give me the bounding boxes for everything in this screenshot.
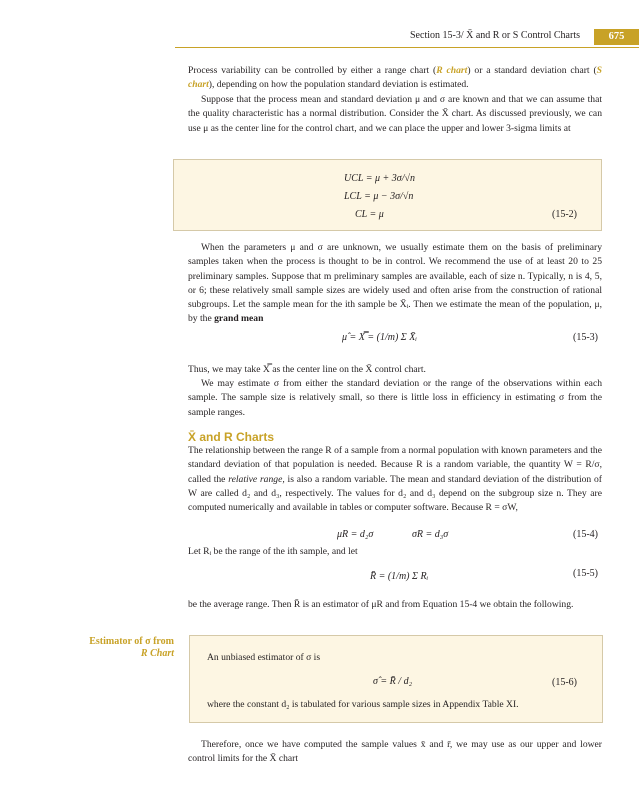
- equation-number-15-6: (15-6): [552, 677, 577, 688]
- page-number: 675: [594, 29, 639, 45]
- average-range-equation: R̄ = (1/m) Σ Rᵢ: [370, 571, 429, 582]
- paragraph-center-line: Thus, we may take X̿ as the center line on the X̄ control chart.: [188, 364, 426, 375]
- equation-number-15-5: (15-5): [573, 568, 598, 579]
- section-heading: X̄ and R Charts: [188, 430, 275, 444]
- estimator-box: [189, 635, 603, 723]
- sidebar-note: [40, 636, 174, 660]
- paragraph-average-range: be the average range. Then R̄ is an estimator of μR and from Equation 15-4 we obtain the following.: [188, 599, 574, 610]
- paragraph-unknown-params: When the parameters μ and σ are unknown, we usually estimate them on the basis of preliminary samples taken when the process is thought to be in control. We recommend the use of at least 20 to 25 preliminary samples. Suppose that m preliminary samples are available, each of size n. Typically, n is 4, 5, or 6; these relatively small sample sizes are widely used and often arise from the construction of rational subgroups. Let the sample mean for the ith sample be X̄ᵢ. Then we estimate the mean of the population, μ, by the grand mean: [188, 242, 602, 325]
- paragraph-estimate-sigma: We may estimate σ from either the standard deviation or the range of the observations within each sample. The sample size is relatively small, so there is little loss in efficiency in estimating σ from the sample ranges.: [188, 378, 602, 418]
- equation-number-15-3: (15-3): [573, 332, 598, 343]
- r-chart-term: R chart: [436, 65, 468, 76]
- mu-r-equation: μR = d₂σ: [337, 529, 374, 540]
- running-header: [410, 30, 580, 41]
- paragraph-control-limits: Therefore, once we have computed the sample values x̄ and r̄, we may use as our upper and lower control limits for the X̄ chart: [188, 739, 602, 765]
- paragraph-relative-range: The relationship between the range R of a sample from a normal population with known parameters and the standard deviation of that population is needed. Because R is a random variable, the quantity W = R/σ, called the relative range, is also a random variable. The mean and standard deviation of the distribution of W are called d₂ and d₃, respectively. The values for d₂ and d₃ depend on the subgroup size n. They are computed numerically and available in tables or computer software. Because R = σW,: [188, 445, 603, 514]
- relative-range-term: relative range,: [228, 473, 285, 485]
- sigma-r-equation: σR = d₃σ: [412, 529, 449, 540]
- paragraph-known-params: Suppose that the process mean and standard deviation μ and σ are known and that we can assume that the quality characteristic has a normal distribution. Consider the X̄ chart. As discussed previously, we can use μ as the center line for the control chart, and we can place the upper and lower 3-sigma limits at: [188, 94, 602, 134]
- paragraph-range-chart: Process variability can be controlled by either a range chart (R chart) or a standard deviation chart (S chart), depending on how the population standard deviation is estimated.: [188, 65, 602, 91]
- estimator-intro: An unbiased estimator of σ is: [207, 652, 321, 663]
- grand-mean-term: grand mean: [214, 313, 264, 325]
- sidebar-note-line1: Estimator of σ from: [89, 636, 174, 647]
- estimator-note: where the constant d₂ is tabulated for various sample sizes in Appendix Table XI.: [207, 699, 519, 710]
- equation-number-15-4: (15-4): [573, 529, 598, 540]
- s-chart-term: S chart: [188, 65, 602, 91]
- equation-box-15-2: [173, 159, 602, 231]
- cl-equation: CL = μ: [355, 209, 384, 220]
- header-rule: [175, 47, 639, 48]
- ucl-equation: UCL = μ + 3σ/√n: [344, 173, 415, 184]
- sigma-hat-equation: σ̂ = R̄ / d₂: [373, 676, 413, 687]
- equation-number-15-2: (15-2): [552, 209, 577, 220]
- lcl-equation: LCL = μ − 3σ/√n: [344, 191, 414, 202]
- paragraph-range-def: Let Rᵢ be the range of the ith sample, and let: [188, 546, 358, 557]
- sidebar-note-line2: R Chart: [140, 648, 174, 659]
- running-title: Section 15-3/ X̄ and R or S Control Charts: [410, 30, 580, 41]
- grand-mean-equation: μ̂ = X̿ = (1/m) Σ X̄ᵢ: [342, 332, 417, 343]
